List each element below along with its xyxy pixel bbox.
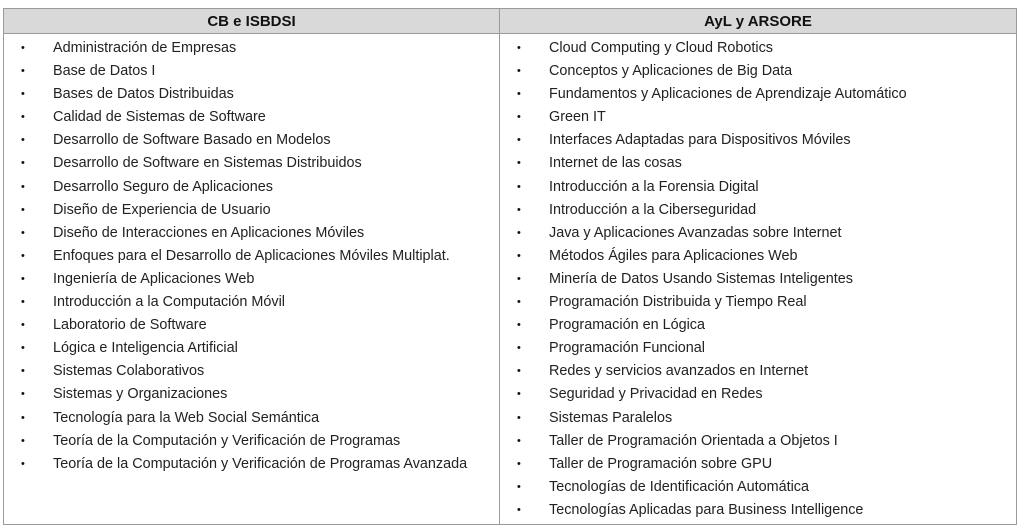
bullet-icon: • — [517, 503, 521, 516]
course-name: Métodos Ágiles para Aplicaciones Web — [549, 247, 798, 264]
list-item — [4, 60, 499, 83]
course-name: Cloud Computing y Cloud Robotics — [549, 40, 773, 56]
course-name: Minería de Datos Usando Sistemas Inteligentes — [549, 270, 853, 287]
bullet-icon: • — [21, 365, 25, 378]
course-name: Teoría de la Computación y Verificación de Programas Avanzada — [53, 455, 468, 472]
bullet-icon: • — [517, 157, 521, 170]
course-name: Tecnología para la Web Social Semántica — [53, 409, 320, 426]
list-item — [500, 383, 1016, 406]
bullet-icon: • — [517, 203, 521, 216]
column-cell-ayl-arsore — [500, 34, 1017, 525]
course-name: Tecnologías de Identificación Automática — [549, 478, 809, 495]
course-list-ayl-arsore — [500, 37, 1016, 522]
course-name: Interfaces Adaptadas para Dispositivos Móviles — [549, 132, 851, 149]
course-name: Bases de Datos Distribuidas — [53, 86, 234, 103]
bullet-icon: • — [21, 411, 25, 424]
course-name: Introducción a la Forensia Digital — [549, 178, 759, 195]
course-name: Ingeniería de Aplicaciones Web — [53, 270, 255, 287]
list-item — [500, 314, 1016, 337]
column-cell-cb-isbdsi — [4, 34, 500, 525]
bullet-icon: • — [21, 180, 25, 193]
list-item — [4, 199, 499, 222]
list-item — [500, 60, 1016, 83]
course-name: Desarrollo de Software Basado en Modelos — [53, 132, 331, 149]
course-name: Tecnologías Aplicadas para Business Intelligence — [549, 501, 864, 518]
list-item — [500, 430, 1016, 453]
list-item — [4, 245, 499, 268]
bullet-icon: • — [21, 272, 25, 285]
course-name: Java y Aplicaciones Avanzadas sobre Internet — [549, 224, 842, 241]
bullet-icon: • — [21, 319, 25, 332]
bullet-icon: • — [517, 388, 521, 401]
list-item — [500, 337, 1016, 360]
course-name: Conceptos y Aplicaciones de Big Data — [549, 63, 793, 80]
list-item — [500, 222, 1016, 245]
course-name: Lógica e Inteligencia Artificial — [53, 340, 238, 357]
list-item — [4, 129, 499, 152]
list-item — [4, 337, 499, 360]
bullet-icon: • — [517, 319, 521, 332]
course-name: Internet de las cosas — [549, 155, 682, 172]
list-item — [500, 360, 1016, 383]
course-name: Fundamentos y Aplicaciones de Aprendizaje Automático — [549, 86, 907, 103]
column-header-ayl-arsore: AyL y ARSORE — [500, 9, 1017, 34]
table-body-row — [4, 34, 1017, 525]
bullet-icon: • — [517, 411, 521, 424]
course-name: Taller de Programación Orientada a Objetos I — [549, 432, 838, 449]
bullet-icon: • — [517, 249, 521, 262]
column-header-cb-isbdsi: CB e ISBDSI — [4, 9, 500, 34]
list-item — [4, 268, 499, 291]
bullet-icon: • — [21, 388, 25, 401]
bullet-icon: • — [517, 42, 521, 54]
course-name: Programación Distribuida y Tiempo Real — [549, 294, 807, 311]
list-item — [500, 245, 1016, 268]
list-item — [500, 37, 1016, 60]
bullet-icon: • — [517, 480, 521, 493]
course-name: Administración de Empresas — [53, 40, 237, 56]
course-name: Sistemas Colaborativos — [53, 363, 205, 380]
course-name: Introducción a la Ciberseguridad — [549, 201, 757, 218]
list-item — [500, 499, 1016, 522]
list-item — [500, 199, 1016, 222]
courses-table — [3, 8, 1017, 525]
bullet-icon: • — [517, 457, 521, 470]
list-item — [500, 407, 1016, 430]
course-name: Calidad de Sistemas de Software — [53, 109, 266, 126]
list-item — [4, 314, 499, 337]
course-name: Green IT — [549, 109, 606, 126]
bullet-icon: • — [517, 88, 521, 101]
bullet-icon: • — [21, 342, 25, 355]
bullet-icon: • — [21, 157, 25, 170]
list-item — [500, 476, 1016, 499]
list-item — [4, 222, 499, 245]
list-item — [500, 83, 1016, 106]
bullet-icon: • — [21, 111, 25, 124]
bullet-icon: • — [21, 457, 25, 470]
bullet-icon: • — [517, 65, 521, 78]
list-item — [4, 430, 499, 453]
bullet-icon: • — [21, 134, 25, 147]
bullet-icon: • — [21, 88, 25, 101]
list-item — [500, 176, 1016, 199]
list-item — [4, 383, 499, 406]
list-item — [500, 106, 1016, 129]
list-item — [500, 291, 1016, 314]
list-item — [4, 83, 499, 106]
list-item — [4, 407, 499, 430]
list-item — [4, 106, 499, 129]
course-name: Introducción a la Computación Móvil — [53, 294, 285, 311]
course-name: Taller de Programación sobre GPU — [549, 455, 773, 472]
course-name: Sistemas y Organizaciones — [53, 386, 228, 403]
course-name: Desarrollo de Software en Sistemas Distribuidos — [53, 155, 362, 172]
course-name: Programación en Lógica — [549, 317, 705, 334]
bullet-icon: • — [517, 180, 521, 193]
bullet-icon: • — [21, 249, 25, 262]
list-item — [4, 176, 499, 199]
bullet-icon: • — [517, 365, 521, 378]
list-item — [4, 360, 499, 383]
table-header-row — [4, 9, 1017, 34]
list-item — [500, 268, 1016, 291]
list-item — [4, 453, 499, 476]
list-item — [4, 37, 499, 60]
list-item — [4, 152, 499, 175]
bullet-icon: • — [517, 272, 521, 285]
course-name: Desarrollo Seguro de Aplicaciones — [53, 178, 273, 195]
course-name: Base de Datos I — [53, 63, 156, 80]
bullet-icon: • — [517, 434, 521, 447]
course-name: Programación Funcional — [549, 340, 705, 357]
bullet-icon: • — [21, 203, 25, 216]
bullet-icon: • — [517, 342, 521, 355]
list-item — [4, 291, 499, 314]
bullet-icon: • — [21, 42, 25, 54]
bullet-icon: • — [517, 134, 521, 147]
course-name: Diseño de Interacciones en Aplicaciones Móviles — [53, 224, 365, 241]
bullet-icon: • — [21, 296, 25, 309]
course-name: Sistemas Paralelos — [549, 409, 673, 426]
list-item — [500, 152, 1016, 175]
course-name: Teoría de la Computación y Verificación de Programas — [53, 432, 401, 449]
list-item — [500, 129, 1016, 152]
bullet-icon: • — [517, 111, 521, 124]
bullet-icon: • — [21, 434, 25, 447]
course-name: Laboratorio de Software — [53, 317, 207, 334]
bullet-icon: • — [517, 226, 521, 239]
course-name: Seguridad y Privacidad en Redes — [549, 386, 763, 403]
course-name: Redes y servicios avanzados en Internet — [549, 363, 809, 380]
bullet-icon: • — [21, 226, 25, 239]
list-item — [500, 453, 1016, 476]
bullet-icon: • — [21, 65, 25, 78]
course-list-cb-isbdsi — [4, 37, 499, 476]
course-name: Enfoques para el Desarrollo de Aplicaciones Móviles Multiplat. — [53, 247, 450, 264]
bullet-icon: • — [517, 296, 521, 309]
course-name: Diseño de Experiencia de Usuario — [53, 201, 271, 218]
